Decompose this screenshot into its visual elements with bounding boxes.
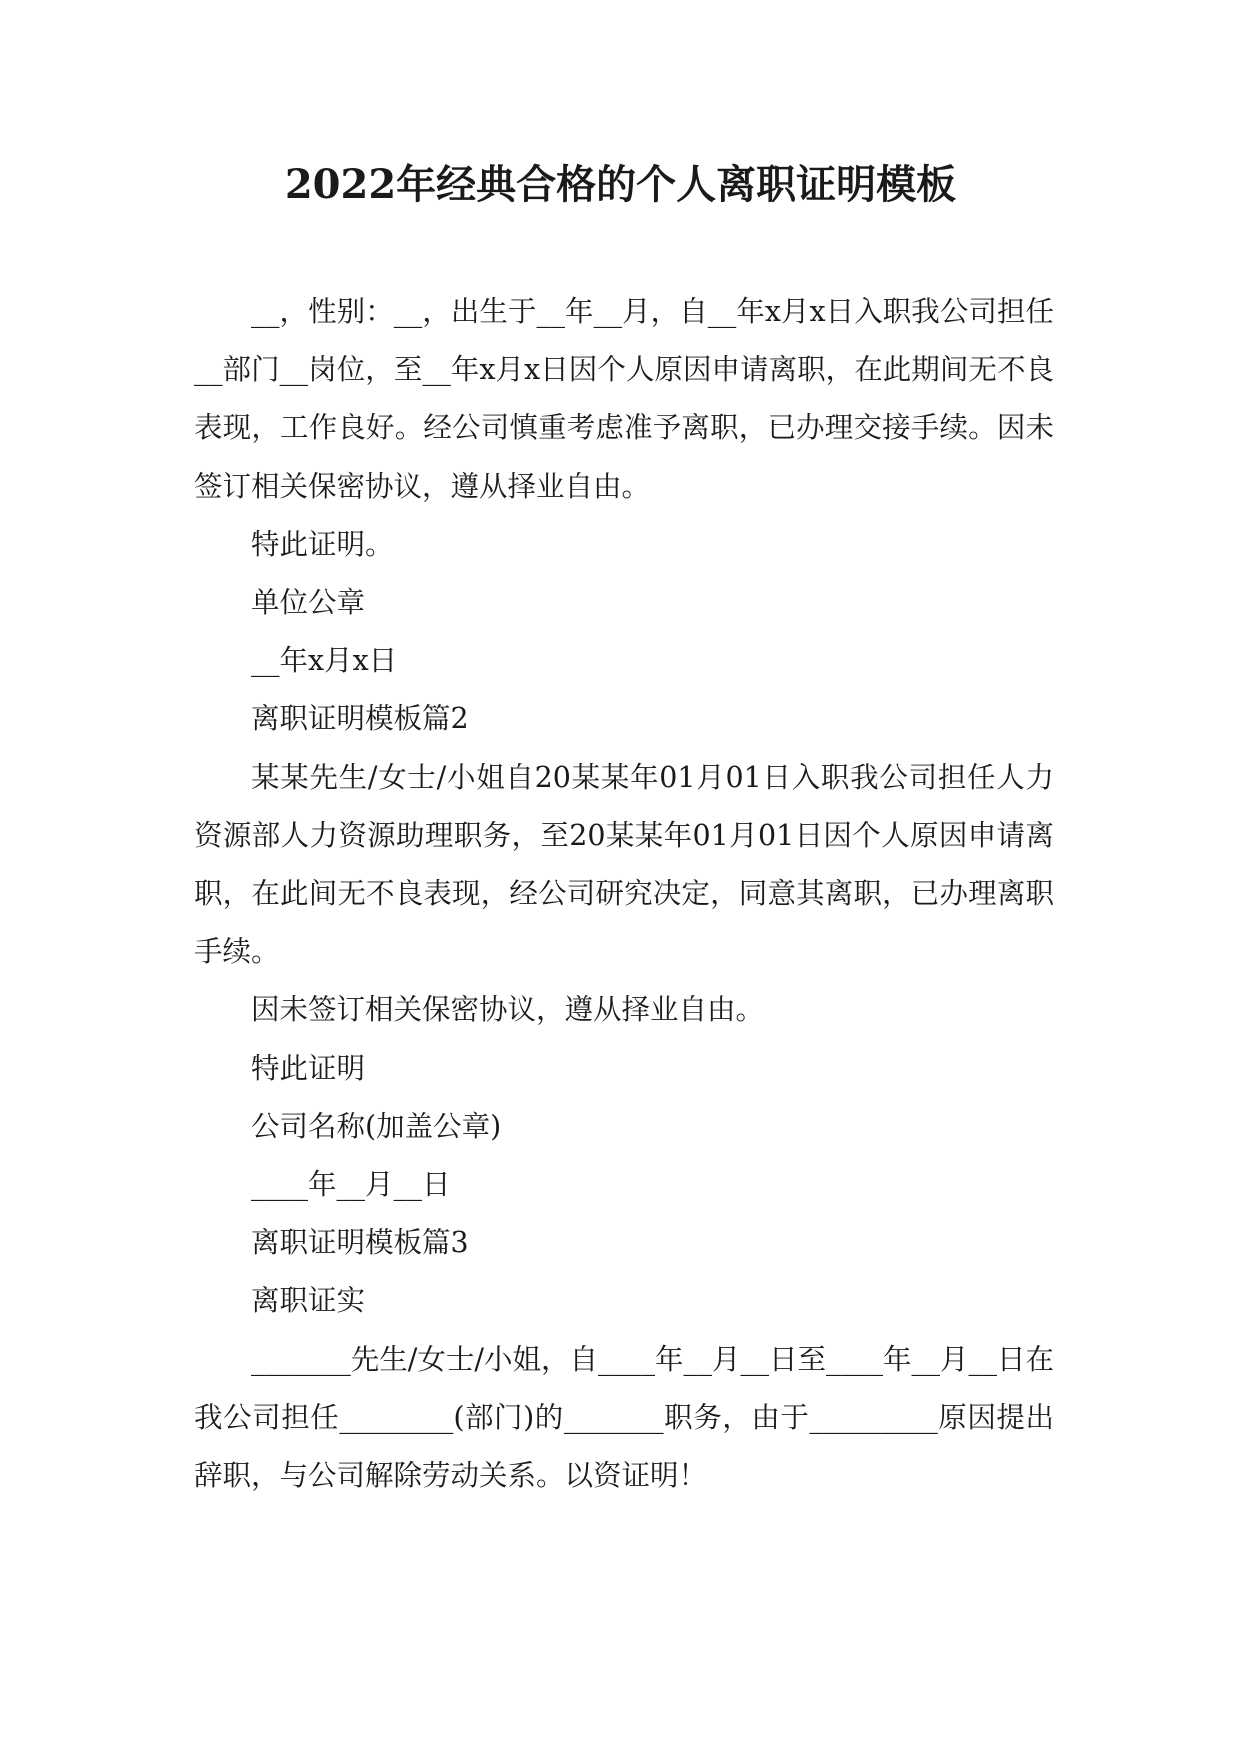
paragraph-certificate-1-body: __，性别：__，出生于__年__月，自__年x月x日入职我公司担任__部门__岗位，至__年x月x日因个人原因申请离职，在此期间无不良表现，工作良好。经公司慎重考虑准予离职，已办理交接手续。因未签订相关保密协议，遵从择业自由。 — [194, 295, 1054, 503]
paragraph-company-name-seal: 公司名称(加盖公章) — [251, 1109, 502, 1143]
paragraph-certificate-3-body: _______先生/女士/小姐，自____年__月__日至____年__月__日在我公司担任________(部门)的_______职务，由于_________原因提出辞职，与公司解除劳动关系。以资证明！ — [194, 1342, 1054, 1493]
paragraph-template-2-heading: 离职证明模板篇2 — [251, 702, 469, 736]
paragraph-hereby-certify-2: 特此证明 — [251, 1051, 366, 1085]
paragraph-company-seal: 单位公章 — [251, 586, 366, 620]
paragraph-template-3-heading: 离职证明模板篇3 — [251, 1226, 469, 1260]
paragraph-date-1: __年x月x日 — [251, 644, 398, 678]
paragraph-hereby-certify-1: 特此证明。 — [251, 527, 394, 561]
paragraph-confidentiality-note: 因未签订相关保密协议，遵从择业自由。 — [251, 993, 765, 1027]
document-body — [194, 283, 1054, 1505]
paragraph-date-2: ____年__月__日 — [251, 1168, 451, 1202]
document-title: 2022年经典合格的个人离职证明模板 — [284, 161, 957, 208]
paragraph-resignation-proof: 离职证实 — [251, 1284, 366, 1318]
paragraph-certificate-2-body: 某某先生/女士/小姐自20某某年01月01日入职我公司担任人力资源部人力资源助理职务，至20某某年01月01日因个人原因申请离职，在此间无不良表现，经公司研究决定，同意其离职，已办理离职手续。 — [194, 760, 1054, 969]
